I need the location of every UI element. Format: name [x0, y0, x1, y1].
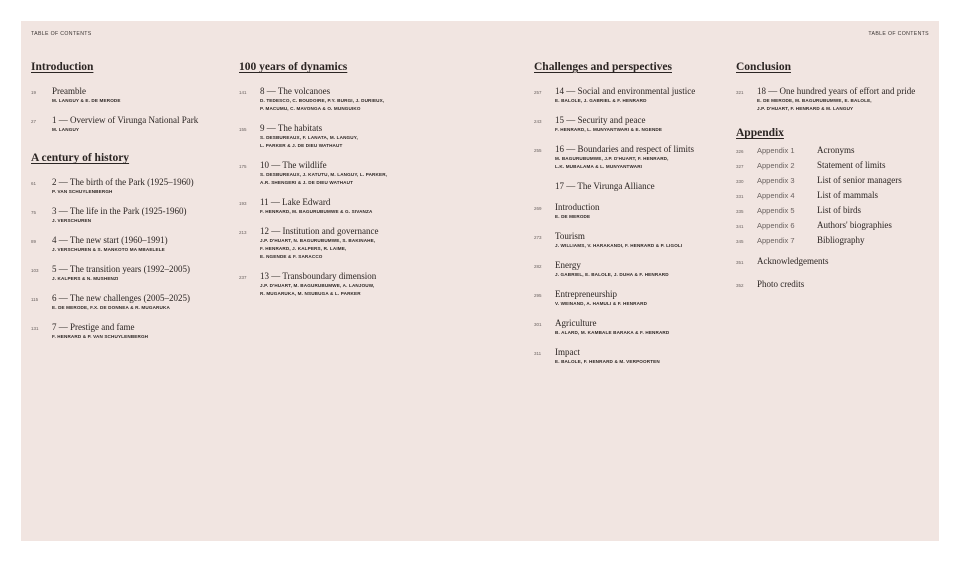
entry-title[interactable]: 6 — The new challenges (2005–2025)	[52, 293, 191, 303]
toc-entry[interactable]	[534, 115, 729, 134]
appendix-title[interactable]: Bibliography	[817, 235, 865, 245]
toc-entry[interactable]	[534, 181, 729, 192]
entry-body	[52, 115, 231, 134]
appendix-item[interactable]	[736, 145, 931, 156]
page-number: 335	[736, 209, 744, 214]
entry-title[interactable]: Energy	[555, 260, 581, 270]
toc-entry[interactable]	[31, 322, 231, 341]
entry-body	[52, 206, 231, 225]
page-number: 301	[534, 322, 542, 327]
entry-body	[555, 289, 729, 308]
entry-body	[260, 226, 444, 261]
entry-authors: L.K. MUBALAMA & L. MUNYANTWARI	[555, 164, 643, 169]
entry-body	[555, 144, 729, 171]
page-number: 255	[534, 148, 542, 153]
toc-entry[interactable]	[239, 226, 444, 261]
entry-title[interactable]: Tourism	[555, 231, 585, 241]
page-number: 351	[736, 260, 744, 265]
entry-body	[260, 271, 444, 298]
entry-title[interactable]: Impact	[555, 347, 580, 357]
entry-authors: J.P. D'HUART, M. BAGURUBUMWE, A. LANJOUW,	[260, 283, 375, 288]
entries-introduction	[31, 86, 231, 134]
entry-body	[555, 318, 729, 337]
toc-entry[interactable]	[31, 235, 231, 254]
entry-body	[260, 86, 444, 113]
section-title-conclusion[interactable]: Conclusion	[736, 61, 791, 73]
page-number	[534, 181, 555, 185]
appendix-label: Appendix 5	[757, 206, 795, 215]
entry-title[interactable]: 13 — Transboundary dimension	[260, 271, 377, 281]
page-number: 75	[31, 210, 37, 215]
toc-entry[interactable]	[31, 206, 231, 225]
appendix-label: Appendix 3	[757, 176, 795, 185]
appendix-title[interactable]: List of senior managers	[817, 175, 902, 185]
running-header-right: TABLE OF CONTENTS	[868, 31, 929, 37]
entry-authors: E. DE MERODE, F.X. DE DONNEA & R. MUGARUKA	[52, 305, 170, 310]
page-number: 103	[31, 268, 39, 273]
entry-body	[555, 202, 729, 221]
toc-entry[interactable]	[31, 177, 231, 196]
page-number: 237	[239, 275, 247, 280]
page-number: 89	[31, 239, 37, 244]
page-number: 115	[31, 297, 39, 302]
entry-authors: J. GABRIEL, E. BALOLE, J. DUHA & F. HENRARD	[555, 272, 669, 277]
entry-title[interactable]: 18 — One hundred years of effort and pride	[757, 86, 916, 96]
entry-authors: E. DE MERODE, M. BAGURUBUMWE, E. BALOLE,	[757, 98, 872, 103]
toc-column-2	[239, 61, 444, 308]
entry-authors: S. DESBUREAUX, F. LANATA, M. LANGUY,	[260, 135, 358, 140]
page-number: 295	[534, 293, 542, 298]
entries-dynamics	[239, 86, 444, 298]
entry-authors: J.P. D'HUART, N. BAGURUBUMWE, S. BAKINAHE,	[260, 238, 376, 243]
entry-authors: J. VERSCHUREN	[52, 218, 92, 223]
entry-title[interactable]: Introduction	[555, 202, 600, 212]
entry-authors: P. MACUMU, C. MAVONGA & O. MUNGUIKO	[260, 106, 361, 111]
entry-authors: J. VERSCHUREN & S. MANKOTO MA MBAELELE	[52, 247, 165, 252]
page-number: 311	[534, 351, 542, 356]
entry-body	[260, 160, 444, 187]
entry-body	[260, 197, 444, 216]
page-number: 131	[31, 326, 39, 331]
page-number: 273	[534, 235, 542, 240]
appendix-item[interactable]	[736, 175, 931, 186]
entry-body	[52, 177, 231, 196]
entry-title[interactable]: 3 — The life in the Park (1925-1960)	[52, 206, 187, 216]
toc-entry[interactable]	[534, 289, 729, 308]
entry-title[interactable]: 5 — The transition years (1992–2005)	[52, 264, 191, 274]
appendix-item[interactable]	[736, 220, 931, 231]
entry-authors: E. NGENDE & F. SARACCO	[260, 254, 323, 259]
entry-body	[555, 347, 729, 366]
page-number: 331	[736, 194, 744, 199]
appendix-label: Appendix 7	[757, 236, 795, 245]
entry-body	[757, 86, 931, 113]
entry-authors: M. BAGURUBUMWE, J.P. D'HUART, F. HENRARD,	[555, 156, 669, 161]
toc-entry[interactable]	[534, 260, 729, 279]
extra-title[interactable]: Photo credits	[757, 279, 805, 289]
page-number: 19	[31, 90, 37, 95]
entry-title[interactable]: 7 — Prestige and fame	[52, 322, 135, 332]
entry-title[interactable]: 15 — Security and peace	[555, 115, 646, 125]
section-title-introduction[interactable]: Introduction	[31, 61, 94, 73]
page-number: 243	[534, 119, 542, 124]
page-number: 345	[736, 239, 744, 244]
page-number: 27	[31, 119, 37, 124]
page-number: 282	[534, 264, 542, 269]
entry-body	[555, 231, 729, 250]
entry-authors: J. WILLIAMS, V. HARAKANDI, F. HENRARD & P. LIGOLI	[555, 243, 683, 248]
page-number: 321	[736, 90, 744, 95]
entry-title[interactable]: 2 — The birth of the Park (1925–1960)	[52, 177, 194, 187]
toc-entry[interactable]	[534, 347, 729, 366]
toc-entry[interactable]	[239, 86, 444, 113]
toc-spread	[21, 21, 939, 541]
entries-conclusion	[736, 86, 931, 113]
entry-title[interactable]: 4 — The new start (1960–1991)	[52, 235, 168, 245]
entry-body	[52, 293, 231, 312]
toc-column-4	[736, 61, 931, 302]
entry-title[interactable]: 14 — Social and environmental justice	[555, 86, 696, 96]
appendix-label: Appendix 2	[757, 161, 795, 170]
entry-body	[52, 86, 231, 105]
entry-authors: J. KALPERS & N. MUSHENZI	[52, 276, 119, 281]
toc-entry[interactable]	[31, 86, 231, 105]
entry-body	[555, 260, 729, 279]
entry-authors: F. HENRARD, M. BAGURUBUMWE & G. SIVANZA	[260, 209, 373, 214]
toc-entry[interactable]	[534, 144, 729, 171]
appendix-title[interactable]: List of mammals	[817, 190, 878, 200]
entry-title[interactable]: Preamble	[52, 86, 86, 96]
appendix-label: Appendix 6	[757, 221, 795, 230]
entry-title[interactable]: 12 — Institution and governance	[260, 226, 379, 236]
toc-column-3	[534, 61, 729, 376]
section-title-challenges[interactable]: Challenges and perspectives	[534, 61, 672, 73]
extra-title[interactable]: Acknowledgements	[757, 256, 829, 266]
entry-authors: F. HENRARD, L. MUNYANTWARI & E. NGENDE	[555, 127, 663, 132]
entries-challenges	[534, 86, 729, 366]
entry-title[interactable]: 8 — The volcanoes	[260, 86, 331, 96]
entry-authors: F. HENRARD & P. VAN SCHUYLENBERGH	[52, 334, 149, 339]
entry-authors: F. HENRARD, J. KALPERS, R. LAIME,	[260, 246, 347, 251]
page-number: 327	[736, 164, 744, 169]
entry-title[interactable]: 11 — Lake Edward	[260, 197, 331, 207]
toc-entry[interactable]	[534, 231, 729, 250]
entries-century	[31, 177, 231, 341]
entry-title[interactable]: Entrepreneurship	[555, 289, 617, 299]
page-number: 341	[736, 224, 744, 229]
toc-entry[interactable]	[534, 86, 729, 105]
toc-entry[interactable]	[239, 160, 444, 187]
appendix-item[interactable]	[736, 235, 931, 246]
running-header-left: TABLE OF CONTENTS	[31, 31, 92, 37]
entry-authors: J.P. D'HUART, F. HENRARD & M. LANGUY	[757, 106, 854, 111]
extra-item[interactable]	[736, 279, 931, 290]
page-number: 213	[239, 230, 247, 235]
entry-body	[555, 115, 729, 134]
entry-body	[555, 181, 729, 192]
appendix-label: Appendix 1	[757, 146, 795, 155]
appendix-item[interactable]	[736, 190, 931, 201]
entry-authors: V. WEINAND, A. HAMULI & F. HENRARD	[555, 301, 648, 306]
toc-entry[interactable]	[736, 86, 931, 113]
entry-body	[52, 322, 231, 341]
toc-entry[interactable]	[239, 197, 444, 216]
section-title-appendix[interactable]: Appendix	[736, 127, 784, 139]
toc-entry[interactable]	[31, 293, 231, 312]
entry-authors: R. MUGARUKA, M. NSUBUGA & L. PARKER	[260, 291, 361, 296]
entry-title[interactable]: 9 — The habitats	[260, 123, 323, 133]
entry-authors: M. LANGUY & E. DE MERODE	[52, 98, 121, 103]
page-number: 141	[239, 90, 247, 95]
entry-authors: E. DE MERODE	[555, 214, 591, 219]
extra-item[interactable]	[736, 256, 931, 267]
page-number: 257	[534, 90, 542, 95]
entry-authors: D. TEDESCO, C. BOUDOIRE, P.Y. BURGI, J. DURIEUX,	[260, 98, 385, 103]
entry-body	[260, 123, 444, 150]
entry-body	[555, 86, 729, 105]
entry-body	[52, 235, 231, 254]
entries-extras	[736, 256, 931, 290]
page-number: 269	[534, 206, 542, 211]
page-number: 326	[736, 149, 744, 154]
entries-appendix	[736, 145, 931, 246]
toc-entry[interactable]	[31, 115, 231, 134]
page-number: 155	[239, 127, 247, 132]
page-number: 61	[31, 181, 37, 186]
entry-title[interactable]: Agriculture	[555, 318, 597, 328]
entry-title[interactable]: 1 — Overview of Virunga National Park	[52, 115, 199, 125]
toc-entry[interactable]	[239, 123, 444, 150]
section-title-century[interactable]: A century of history	[31, 152, 130, 164]
page-number: 352	[736, 283, 744, 288]
toc-column-1	[31, 61, 231, 351]
toc-entry[interactable]	[534, 318, 729, 337]
appendix-item[interactable]	[736, 205, 931, 216]
entry-title[interactable]: 10 — The wildlife	[260, 160, 327, 170]
section-title-dynamics[interactable]: 100 years of dynamics	[239, 61, 348, 73]
toc-entry[interactable]	[31, 264, 231, 283]
entry-authors: E. BALOLE, F. HENRARD & M. VERPOORTEN	[555, 359, 660, 364]
appendix-title[interactable]: List of birds	[817, 205, 861, 215]
toc-entry[interactable]	[534, 202, 729, 221]
page-number: 193	[239, 201, 247, 206]
entry-body	[52, 264, 231, 283]
entry-title[interactable]: 17 — The Virunga Alliance	[555, 181, 655, 191]
entry-authors: L. PARKER & J. DE DIEU WATHAUT	[260, 143, 343, 148]
entry-title[interactable]: 16 — Boundaries and respect of limits	[555, 144, 694, 154]
appendix-label: Appendix 4	[757, 191, 795, 200]
entry-authors: S. DESBUREAUX, J. KATUTU, M. LANGUY, L. PARKER,	[260, 172, 388, 177]
appendix-title[interactable]: Authors' biographies	[817, 220, 892, 230]
toc-entry[interactable]	[239, 271, 444, 298]
entry-authors: P. VAN SCHUYLENBERGH	[52, 189, 113, 194]
appendix-item[interactable]	[736, 160, 931, 171]
entry-authors: M. LANGUY	[52, 127, 80, 132]
page-number: 175	[239, 164, 247, 169]
page-number: 330	[736, 179, 744, 184]
entry-authors: B. ALARD, M. KAMBALE BARAKA & F. HENRARD	[555, 330, 670, 335]
appendix-title[interactable]: Statement of limits	[817, 160, 886, 170]
entry-authors: E. BALOLE, J. GABRIEL & F. HENRARD	[555, 98, 647, 103]
appendix-title[interactable]: Acronyms	[817, 145, 855, 155]
entry-authors: A.R. SHENGERI & J. DE DIEU WATHAUT	[260, 180, 354, 185]
